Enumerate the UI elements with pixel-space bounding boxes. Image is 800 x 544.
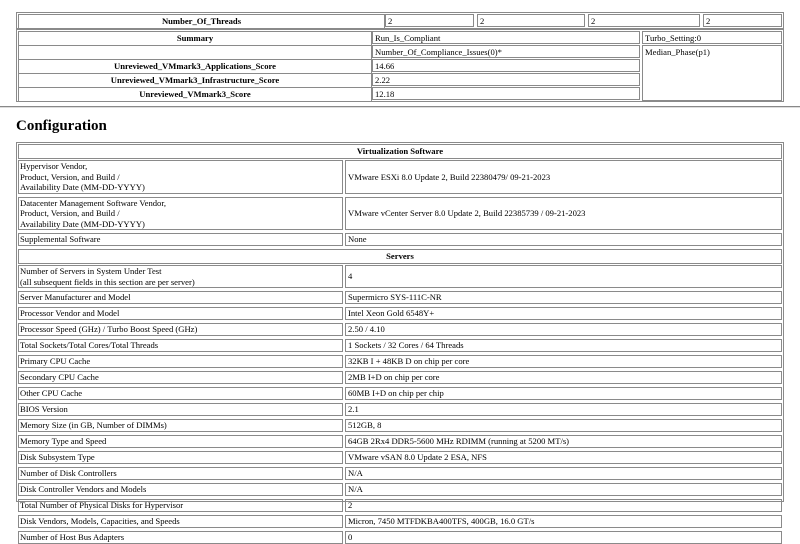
config-value-cell [345,419,782,432]
threads-label-cell [18,14,385,29]
score-label-cell [18,73,372,88]
config-label-cell [18,483,343,496]
median-phase-cell [642,45,782,101]
config-label: Memory Size (in GB, Number of DIMMs) [20,420,167,431]
config-value: 1 Sockets / 32 Cores / 64 Threads [348,340,464,351]
summary-table [16,29,784,102]
config-label-cell [18,419,343,432]
config-label-cell [18,403,343,416]
score-value: 12.18 [375,89,395,99]
configuration-table [16,142,784,543]
score-label-cell [18,87,372,102]
threads-value: 2 [480,16,485,26]
config-label-cell [18,387,343,400]
config-label-cell [18,515,343,528]
threads-value-cell [477,14,585,27]
run-compliant-cell [372,31,640,44]
run-is-compliant: Run_Is_Compliant [375,33,441,43]
config-label: Supplemental Software [20,234,101,245]
config-label-cell [18,307,343,320]
turbo-setting: Turbo_Setting:0 [645,33,702,43]
score-label: Unreviewed_VMmark3_Infrastructure_Score [110,75,280,85]
config-label: Processor Speed (GHz) / Turbo Boost Speed (GHz) [20,324,198,335]
config-label: Memory Type and Speed [20,436,107,447]
config-value-cell [345,339,782,352]
config-value: Intel Xeon Gold 6548Y+ [348,308,435,319]
config-value-cell [345,403,782,416]
config-value: N/A [348,468,363,479]
config-value-cell [345,515,782,528]
config-label: Server Manufacturer and Model [20,292,131,303]
config-value: 2MB I+D on chip per core [348,372,440,383]
config-value: None [348,234,367,245]
config-value: 4 [348,271,353,282]
median-phase: Median_Phase(p1) [645,47,710,57]
config-label-cell [18,467,343,480]
section-header [18,249,782,264]
config-label: Secondary CPU Cache [20,372,99,383]
config-label: Primary CPU Cache [20,356,91,367]
section-header [18,144,782,159]
config-value-cell [345,355,782,368]
config-value: VMware vCenter Server 8.0 Update 2, Build 22385739 / 09-21-2023 [348,208,586,219]
config-value: 2.50 / 4.10 [348,324,385,335]
compliance-issues-cell [372,45,640,58]
config-label: Hypervisor Vendor, Product, Version, and Build / Availability Date (MM-DD-YYYY) [20,161,145,192]
threads-value-cell [588,14,700,27]
config-label-cell [18,291,343,304]
score-value: 2.22 [375,75,391,85]
config-label: Disk Controller Vendors and Models [20,484,147,495]
config-label: Number of Disk Controllers [20,468,117,479]
section-header-text: Servers [386,251,414,261]
config-label: Disk Subsystem Type [20,452,95,463]
config-label-cell [18,339,343,352]
config-value-cell [345,531,782,544]
config-value-cell [345,307,782,320]
config-value-cell [345,435,782,448]
config-label: BIOS Version [20,404,68,415]
config-value: 2 [348,500,353,511]
config-label: Total Sockets/Total Cores/Total Threads [20,340,159,351]
config-label-cell [18,451,343,464]
config-label: Number of Servers in System Under Test (all subsequent fields in this section are per server) [20,266,195,287]
score-label-cell [18,59,372,74]
section-header-text: Virtualization Software [356,146,444,156]
config-value: Micron, 7450 MTFDKBA400TFS, 400GB, 16.0 GT/s [348,516,535,527]
summary-empty-cell [18,45,372,60]
config-label: Datacenter Management Software Vendor, Product, Version, and Build / Availability Date (MM-DD-YYYY) [20,197,167,229]
config-value: 2.1 [348,404,359,415]
threads-value: 2 [591,16,596,26]
config-label-cell [18,233,343,246]
configuration-heading: Configuration [16,118,107,134]
config-label-cell [18,531,343,544]
config-value-cell [345,467,782,480]
config-label-cell [18,355,343,368]
threads-value: 2 [706,16,711,26]
score-value: 14.66 [375,61,395,71]
config-value-cell [345,371,782,384]
score-label: Unreviewed_VMmark3_Applications_Score [114,61,276,71]
config-value: 64GB 2Rx4 DDR5-5600 MHz RDIMM (running at 5200 MT/s) [348,436,570,447]
config-label: Total Number of Physical Disks for Hypervisor [20,500,184,511]
config-value-cell [345,160,782,194]
score-value-cell [372,73,640,86]
threads-table [16,12,784,29]
config-value: Supermicro SYS-111C-NR [348,292,442,303]
config-value-cell [345,197,782,231]
config-value-cell [345,451,782,464]
config-label-cell [18,323,343,336]
config-value: 0 [348,532,353,543]
config-label-cell [18,160,343,194]
config-value: 32KB I + 48KB D on chip per core [348,356,470,367]
threads-label: Number_Of_Threads [161,16,242,26]
config-value-cell [345,499,782,512]
summary-header: Summary [176,33,214,43]
config-value-cell [345,265,782,288]
summary-header-cell [18,31,372,46]
threads-value-cell [703,14,782,27]
compliance-issues: Number_Of_Compliance_Issues(0)* [375,47,502,57]
score-value-cell [372,87,640,100]
config-value: VMware ESXi 8.0 Update 2, Build 22380479/ 09-21-2023 [348,171,551,182]
turbo-setting-cell [642,31,782,44]
config-value: VMware vSAN 8.0 Update 2 ESA, NFS [348,452,487,463]
config-label: Number of Host Bus Adapters [20,532,125,543]
config-label: Processor Vendor and Model [20,308,120,319]
config-value-cell [345,291,782,304]
threads-value: 2 [388,16,393,26]
config-value-cell [345,323,782,336]
config-label-cell [18,499,343,512]
threads-value-cell [385,14,474,27]
config-value-cell [345,387,782,400]
config-value: 60MB I+D on chip per chip [348,388,444,399]
config-label-cell [18,197,343,231]
section-divider [0,106,800,108]
score-label: Unreviewed_VMmark3_Score [139,89,251,99]
score-value-cell [372,59,640,72]
config-value-cell [345,483,782,496]
config-label-cell [18,371,343,384]
config-label-cell [18,265,343,288]
config-value: N/A [348,484,363,495]
config-label-cell [18,435,343,448]
config-label: Disk Vendors, Models, Capacities, and Speeds [20,516,180,527]
config-value: 512GB, 8 [348,420,382,431]
config-value-cell [345,233,782,246]
config-label: Other CPU Cache [20,388,83,399]
